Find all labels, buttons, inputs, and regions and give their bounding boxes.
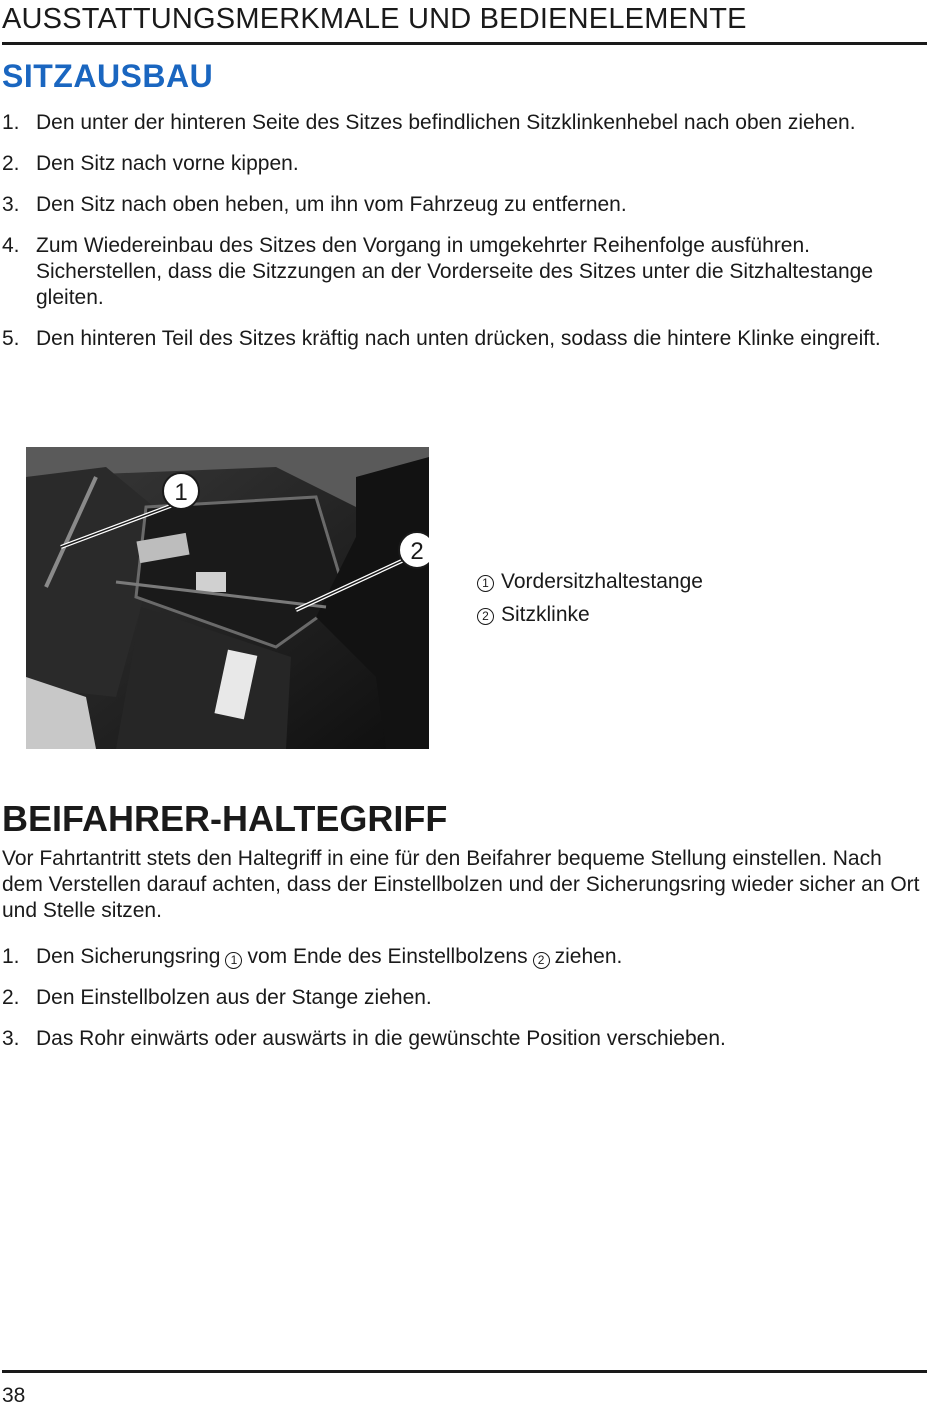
- list-item: [2, 1026, 902, 1052]
- step-number: 5.: [2, 327, 20, 350]
- step-number: 1.: [2, 945, 20, 968]
- seat-latch-photo: [26, 447, 429, 749]
- header-title: AUSSTATTUNGSMERKMALE UND BEDIENELEMENTE: [2, 3, 747, 35]
- callout-2: [399, 532, 429, 568]
- step-number: 1.: [2, 111, 20, 134]
- step-number: 4.: [2, 234, 20, 257]
- handle-adjustment-steps: [2, 944, 902, 1067]
- step-text: Den unter der hinteren Seite des Sitzes befindlichen Sitzklinkenhebel nach oben ziehen.: [36, 111, 856, 134]
- list-item: [2, 233, 902, 311]
- figure-legend: [477, 569, 703, 635]
- step-text: Zum Wiedereinbau des Sitzes den Vorgang in umgekehrter Reihenfolge ausführen. Sicherstellen, dass die Sitzzungen an der Vorderseite des Sitzes unter die Sitzhaltestange gleiten.: [36, 234, 873, 309]
- footer-divider: [2, 1370, 927, 1373]
- step-text: [36, 944, 902, 970]
- step-text: Den Einstellbolzen aus der Stange ziehen.: [36, 986, 432, 1009]
- legend-label: Sitzklinke: [501, 603, 590, 626]
- callout-1: [163, 473, 199, 509]
- list-item: [2, 944, 902, 970]
- page-number: 38: [2, 1384, 26, 1407]
- step-number: 2.: [2, 986, 20, 1009]
- step-text: Den hinteren Teil des Sitzes kräftig nach unten drücken, sodass die hintere Klinke eingreift.: [36, 327, 881, 350]
- step-number: 2.: [2, 152, 20, 175]
- callout-1-label: 1: [174, 479, 188, 506]
- step-text: Das Rohr einwärts oder auswärts in die gewünschte Position verschieben.: [36, 1027, 726, 1050]
- list-item: [2, 326, 902, 352]
- legend-item: [477, 602, 703, 628]
- callout-marker-1: 1: [477, 575, 494, 592]
- seat-removal-steps: [2, 110, 902, 367]
- step-text-part: Den Sicherungsring: [36, 945, 221, 968]
- callout-marker-2: 2: [477, 608, 494, 625]
- callout-marker-1: 1: [225, 952, 242, 969]
- list-item: [2, 151, 902, 177]
- step-text: Den Sitz nach oben heben, um ihn vom Fahrzeug zu entfernen.: [36, 193, 627, 216]
- list-item: [2, 192, 902, 218]
- list-item: [2, 110, 902, 136]
- step-text-part: ziehen.: [554, 945, 623, 968]
- page-header: [2, 2, 927, 45]
- step-number: 3.: [2, 1027, 20, 1050]
- seat-latch-illustration: [26, 447, 429, 749]
- legend-item: [477, 569, 703, 595]
- intro-paragraph: Vor Fahrtantritt stets den Haltegriff in eine für den Beifahrer bequeme Stellung einstellen. Nach dem Verstellen darauf achten, dass der Einstellbolzen und der Sicherungsring wieder sicher an Ort und Stelle sitzen.: [2, 847, 920, 922]
- step-text: Den Sitz nach vorne kippen.: [36, 152, 299, 175]
- step-number: 3.: [2, 193, 20, 216]
- callout-marker-2: 2: [533, 952, 550, 969]
- section-title-beifahrer-haltegriff: BEIFAHRER-HALTEGRIFF: [2, 798, 448, 839]
- list-item: [2, 985, 902, 1011]
- legend-label: Vordersitzhaltestange: [501, 570, 703, 593]
- section-title-sitzausbau: SITZAUSBAU: [2, 58, 214, 94]
- callout-2-label: 2: [410, 538, 424, 565]
- step-text-part: vom Ende des Einstellbolzens: [247, 945, 528, 968]
